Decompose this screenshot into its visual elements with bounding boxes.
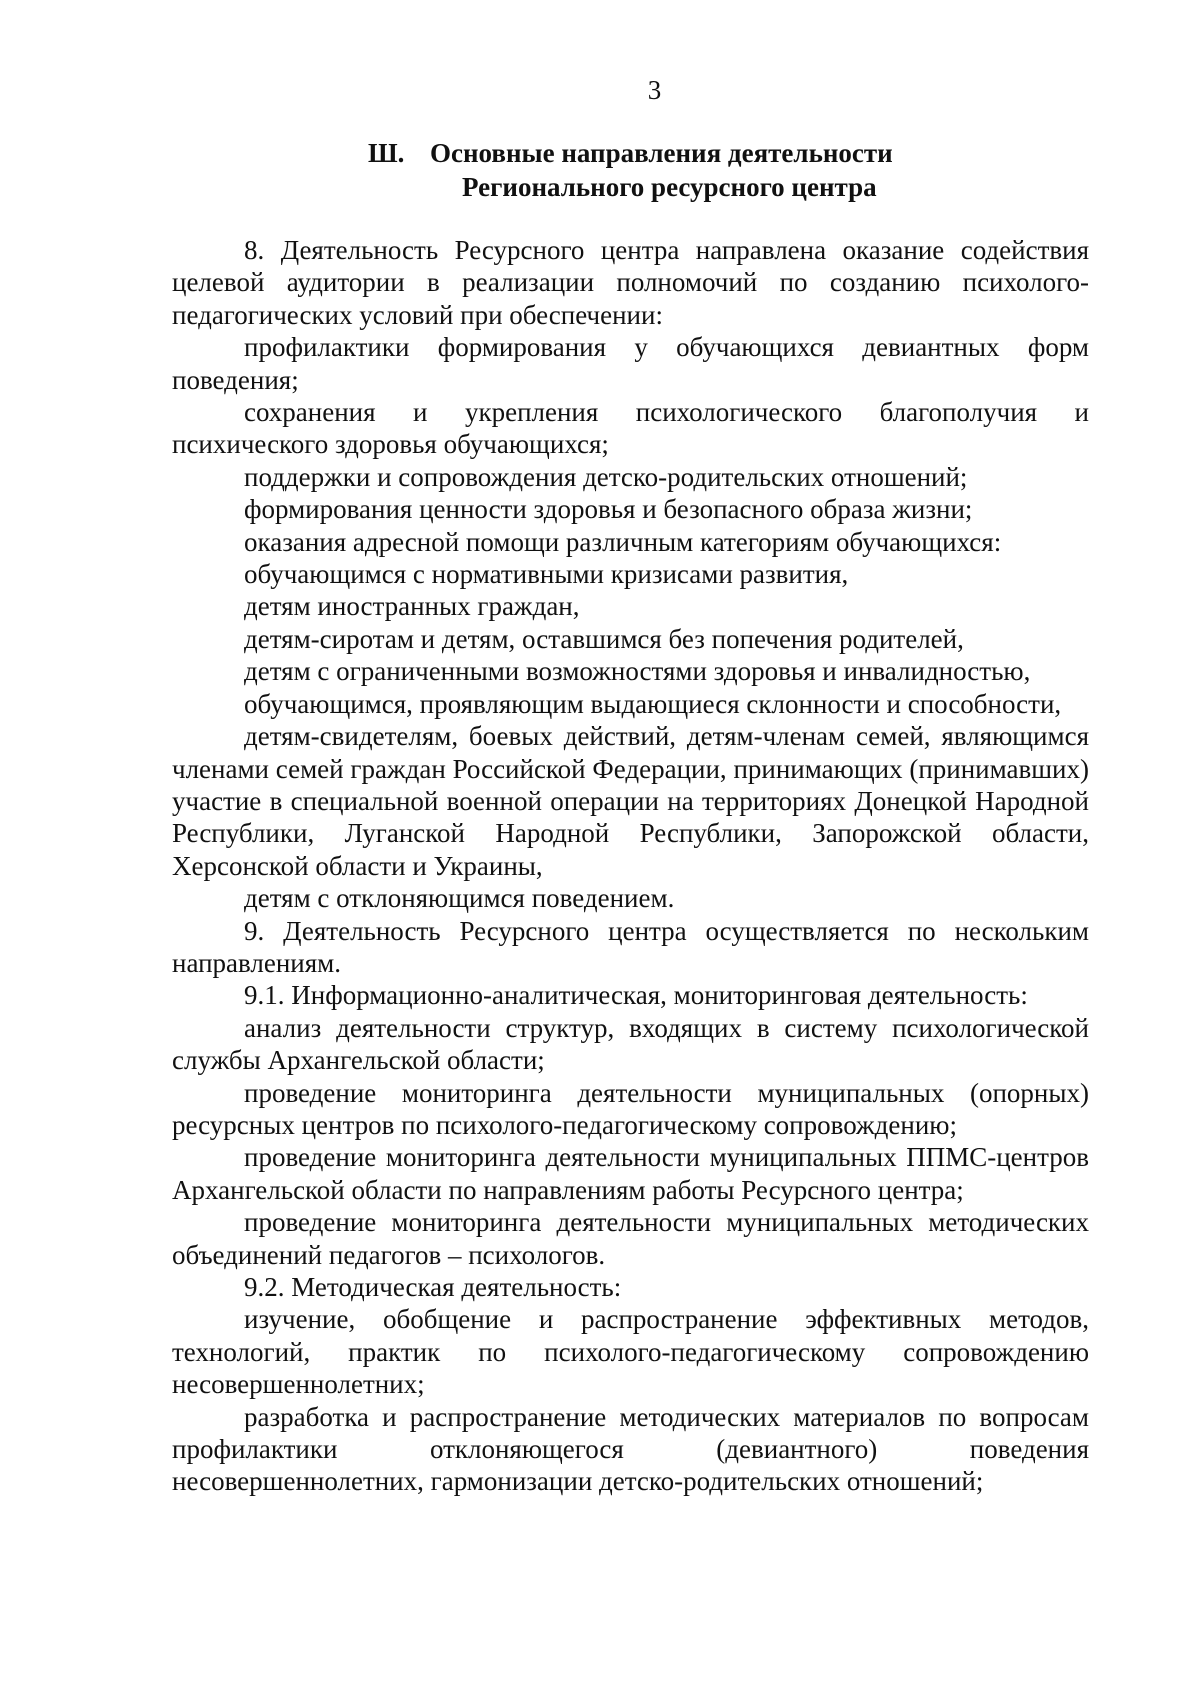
paragraph: 9.1. Информационно-аналитическая, мониторинговая деятельность: <box>244 980 1028 1011</box>
paragraph: анализ деятельности структур, входящих в систему психологической службы Архангельской области; <box>172 1012 1089 1076</box>
paragraph: изучение, обобщение и распространение эффективных методов, технологий, практик по психолого-педагогическому сопровождению несовершеннолетних; <box>172 1304 1089 1400</box>
paragraph: детям с ограниченными возможностями здоровья и инвалидностью, <box>244 656 1031 687</box>
section-title-line-1: Основные направления деятельности <box>430 138 893 168</box>
paragraph: проведение мониторинга деятельности муниципальных методических объединений педагогов – психологов. <box>172 1207 1089 1270</box>
paragraph: профилактики формирования у обучающихся девиантных форм поведения; <box>172 332 1089 395</box>
paragraph: обучающимся, проявляющим выдающиеся склонности и способности, <box>244 688 1062 719</box>
section-heading-line-1 <box>172 136 1089 170</box>
paragraph: обучающимся с нормативными кризисами развития, <box>244 559 849 590</box>
paragraph: детям иностранных граждан, <box>244 591 580 622</box>
paragraph: оказания адресной помощи различным категориям обучающихся: <box>244 526 1002 557</box>
paragraph: 9.2. Методическая деятельность: <box>244 1272 622 1302</box>
paragraph: детям-свидетелям, боевых действий, детям-членам семей, являющимся членами семей граждан Российской Федерации, принимающих (принимавших) участие в специальной военной операции на территориях Донецкой Народной Республики, Луганской Народной Республики, Запорожской области, Херсонской области и Украины, <box>172 721 1089 881</box>
section-title-line-2: Регионального ресурсного центра <box>462 172 877 202</box>
paragraph: детям-сиротам и детям, оставшимся без попечения родителей, <box>244 623 964 654</box>
section-number: Ш. <box>368 138 405 168</box>
paragraph: разработка и распространение методических материалов по вопросам профилактики отклоняющегося (девиантного) поведения несовершеннолетних, гармонизации детско-родительских отношений; <box>172 1401 1089 1497</box>
paragraph: 9. Деятельность Ресурсного центра осуществляется по нескольким направлениям. <box>172 915 1089 978</box>
page-number: 3 <box>647 75 662 105</box>
paragraph: проведение мониторинга деятельности муниципальных ППМС-центров Архангельской области по направлениям работы Ресурсного центра; <box>172 1142 1089 1205</box>
paragraph: 8. Деятельность Ресурсного центра направлена оказание содействия целевой аудитории в реализации полномочий по созданию психолого-педагогических условий при обеспечении: <box>172 235 1089 330</box>
section-heading <box>172 136 1089 204</box>
paragraph: сохранения и укрепления психологического благополучия и психического здоровья обучающихся; <box>172 397 1089 460</box>
paragraph: поддержки и сопровождения детско-родительских отношений; <box>244 461 968 492</box>
paragraph: формирования ценности здоровья и безопасного образа жизни; <box>244 494 973 525</box>
paragraph: детям с отклоняющимся поведением. <box>244 883 675 914</box>
document-body <box>172 234 1089 1498</box>
paragraph: проведение мониторинга деятельности муниципальных (опорных) ресурсных центров по психолого-педагогическому сопровождению; <box>172 1077 1089 1140</box>
